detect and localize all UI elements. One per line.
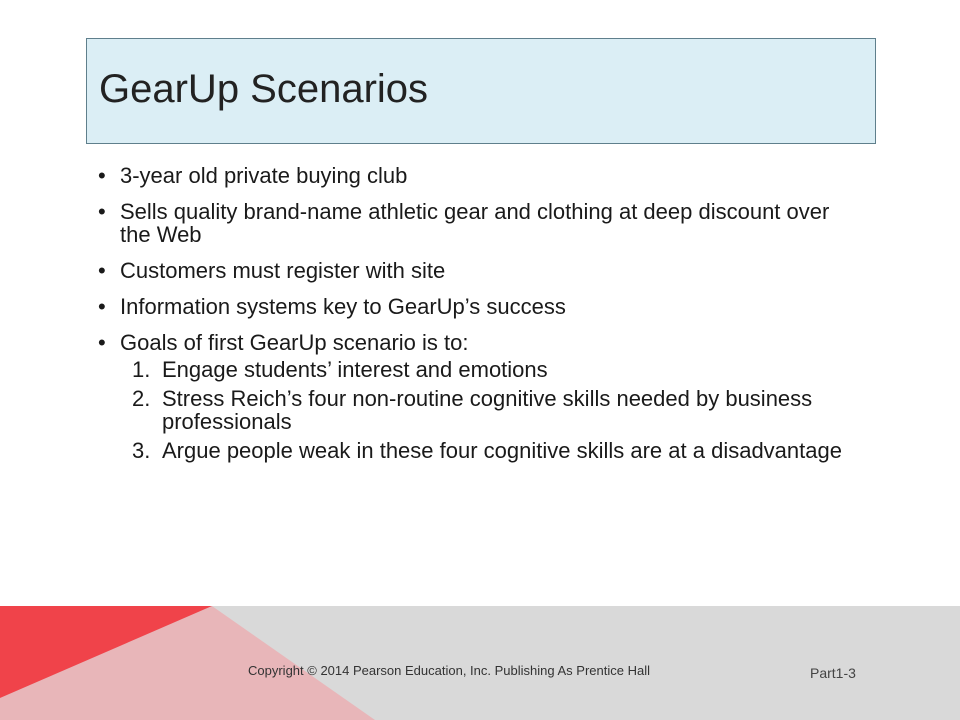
copyright-text: Copyright © 2014 Pearson Education, Inc. Publishing As Prentice Hall [248, 663, 650, 678]
bullet-text: Customers must register with site [120, 258, 446, 283]
bullet-item [98, 331, 858, 354]
numbered-item [98, 358, 858, 381]
bullet-text: Sells quality brand-name athletic gear and clothing at deep discount over the Web [120, 199, 830, 247]
bullet-icon: • [98, 199, 106, 224]
bullet-text: Goals of first GearUp scenario is to: [120, 330, 469, 355]
numbered-item [98, 439, 858, 462]
item-text: Engage students’ interest and emotions [162, 357, 548, 382]
item-number: 1. [132, 357, 151, 382]
bullet-icon: • [98, 294, 106, 319]
bullet-item [98, 259, 858, 282]
title-box [86, 38, 876, 144]
slide-body [98, 164, 858, 468]
bullet-text: Information systems key to GearUp’s success [120, 294, 566, 319]
bullet-icon: • [98, 163, 106, 188]
numbered-list [98, 358, 858, 462]
item-number: 2. [132, 386, 151, 411]
bullet-icon: • [98, 258, 106, 283]
bullet-icon: • [98, 330, 106, 355]
bullet-text: 3-year old private buying club [120, 163, 408, 188]
bullet-item [98, 200, 858, 246]
item-text: Argue people weak in these four cognitive skills are at a disadvantage [162, 438, 842, 463]
bullet-item [98, 295, 858, 318]
item-text: Stress Reich’s four non-routine cognitive skills needed by business professionals [162, 386, 813, 434]
bullet-item [98, 164, 858, 187]
page-number: Part1-3 [810, 665, 856, 681]
slide-title: GearUp Scenarios [99, 67, 429, 111]
numbered-item [98, 387, 858, 433]
item-number: 3. [132, 438, 151, 463]
